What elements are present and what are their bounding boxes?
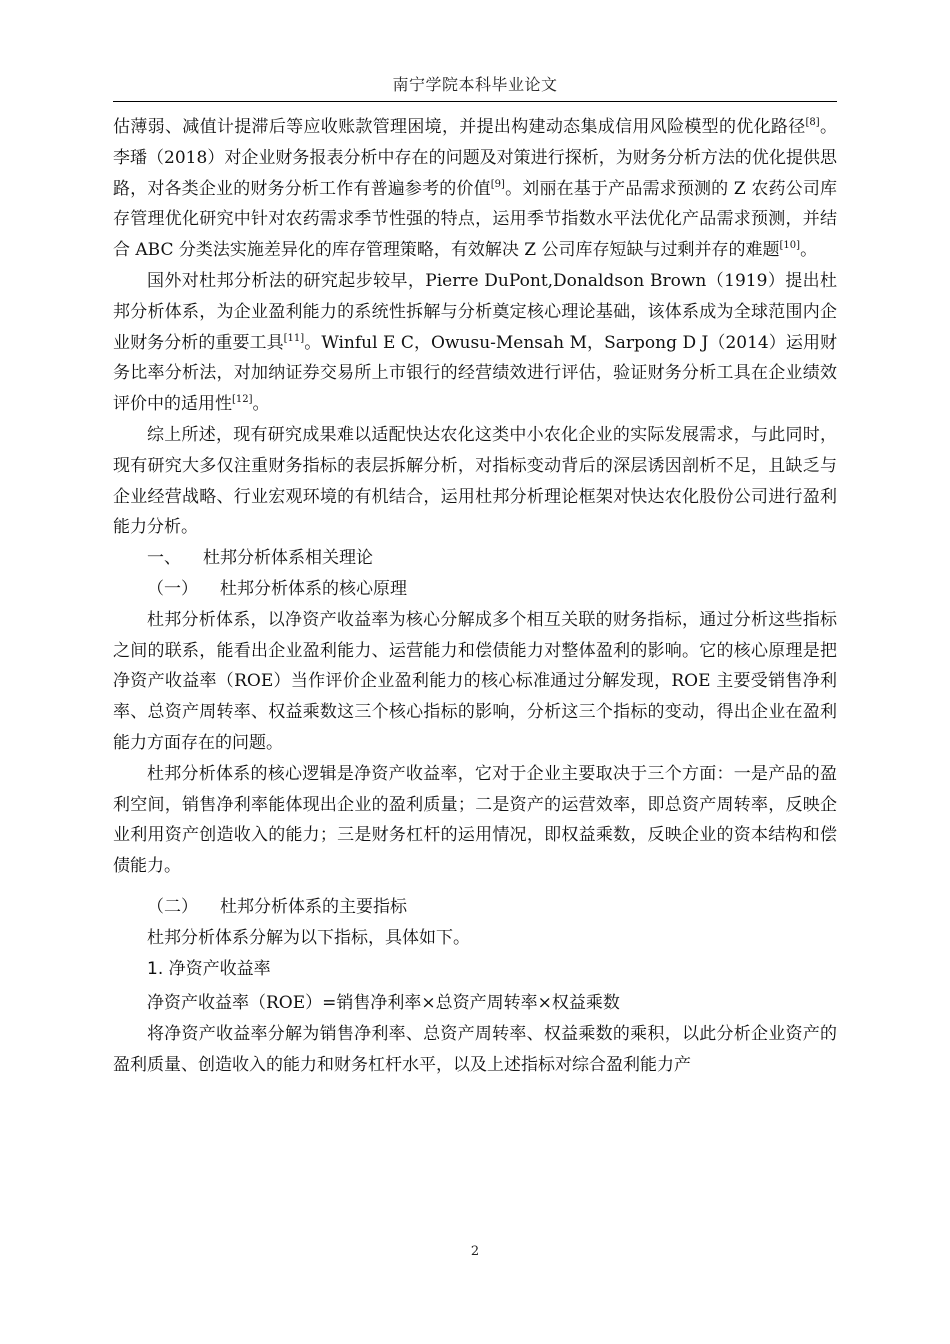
page-body [113,112,837,1081]
paragraph-text: 。李璠（2018）对企业财务报表分析中存在的问题及对策进行探析，为财务分析方法的优化提供思路，对各类企业的财务分析工作有普遍参考的价值 [113,117,838,199]
citation: [10] [779,240,801,252]
subsection-title: 杜邦分析体系的主要指标 [220,896,407,917]
paragraph-text: 估薄弱、减值计提滞后等应收账款管理困境，并提出构建动态集成信用风险模型的优化路径 [113,117,806,137]
paragraph-text: 。 [252,394,270,415]
subsection-number: （一） [147,578,198,599]
paragraph-1 [113,112,837,266]
section-number: 一、 [147,548,181,569]
paragraph-8: 将净资产收益率分解为销售净利率、总资产周转率、权益乘数的乘积，以此分析企业资产的盈利质量、创造收入的能力和财务杠杆水平，以及上述指标对综合盈利能力产 [113,1024,837,1075]
subsection-heading-1 [113,574,837,605]
paragraph-3: 综上所述，现有研究成果难以适配快达农化这类中小农化企业的实际发展需求，与此同时，现有研究大多仅注重财务指标的表层拆解分析，对指标变动背后的深层诱因剖析不足，且缺乏与企业经营战略、行业宏观环境的有机结合，运用杜邦分析理论框架对快达农化股份公司进行盈利能力分析。 [113,424,837,538]
formula-line: 净资产收益率（ROE）=销售净利率×总资产周转率×权益乘数 [147,993,620,1014]
page-number: 2 [470,1244,480,1259]
paragraph-4: 杜邦分析体系，以净资产收益率为核心分解成多个相互关联的财务指标，通过分析这些指标之间的联系，能看出企业盈利能力、运营能力和偿债能力对整体盈利的影响。它的核心原理是把净资产收益率（ROE）当作评价企业盈利能力的核心标准通过分解发现，ROE 主要受销售净利率、总资产周转率、权益乘数这三个核心指标的影响，分析这三个指标的变动，得出企业在盈利能力方面存在的问题。 [113,609,837,753]
paragraph-5: 杜邦分析体系的核心逻辑是净资产收益率，它对于企业主要取决于三个方面：一是产品的盈利空间，销售净利率能体现出企业的盈利质量；二是资产的运营效率，即总资产周转率，反映企业利用资产创造收入的能力；三是财务杠杆的运用情况，即权益乘数，反映企业的资本结构和偿债能力。 [113,763,837,877]
citation: [8] [805,117,820,128]
paragraph-text: 。刘丽在基于产品需求预测的 Z 农药公司库存管理优化研究中针对农药需求季节性强的特点，运用季节指数水平法优化产品需求预测，并结合 ABC 分类法实施差异化的库存管理策略，有效解决 Z 公司库存短缺与过剩并存的难题 [113,178,838,261]
section-title: 杜邦分析体系相关理论 [203,548,373,569]
section-heading [113,543,837,574]
paragraph-text: 。Winful E C，Owusu-Mensah M，Sarpong D J（2014）运用财务比率分析法，对加纳证券交易所上市银行的经营绩效进行评估，验证财务分析工具在企业绩效评价中的适用性 [113,332,838,415]
subsection-heading-2 [113,892,837,923]
subsection-number: （二） [147,896,198,917]
citation: [11] [283,332,305,344]
item-heading: 1. 净资产收益率 [147,958,271,979]
paragraph-text: 。 [800,240,818,261]
subsection-title: 杜邦分析体系的核心原理 [220,578,407,599]
header-rule [113,101,837,102]
paragraph-2 [113,266,837,420]
citation: [12] [232,394,253,406]
running-header: 南宁学院本科毕业论文 [392,75,558,94]
paragraph-6: 杜邦分析体系分解为以下指标，具体如下。 [147,927,470,948]
paragraph-text: 国外对杜邦分析法的研究起步较早，Pierre DuPont,Donaldson Brown（1919）提出杜邦分析体系，为企业盈利能力的系统性拆解与分析奠定核心理论基础，该体系成为全球范围内企业财务分析的重要工具 [113,270,837,353]
citation: [9] [490,178,505,190]
